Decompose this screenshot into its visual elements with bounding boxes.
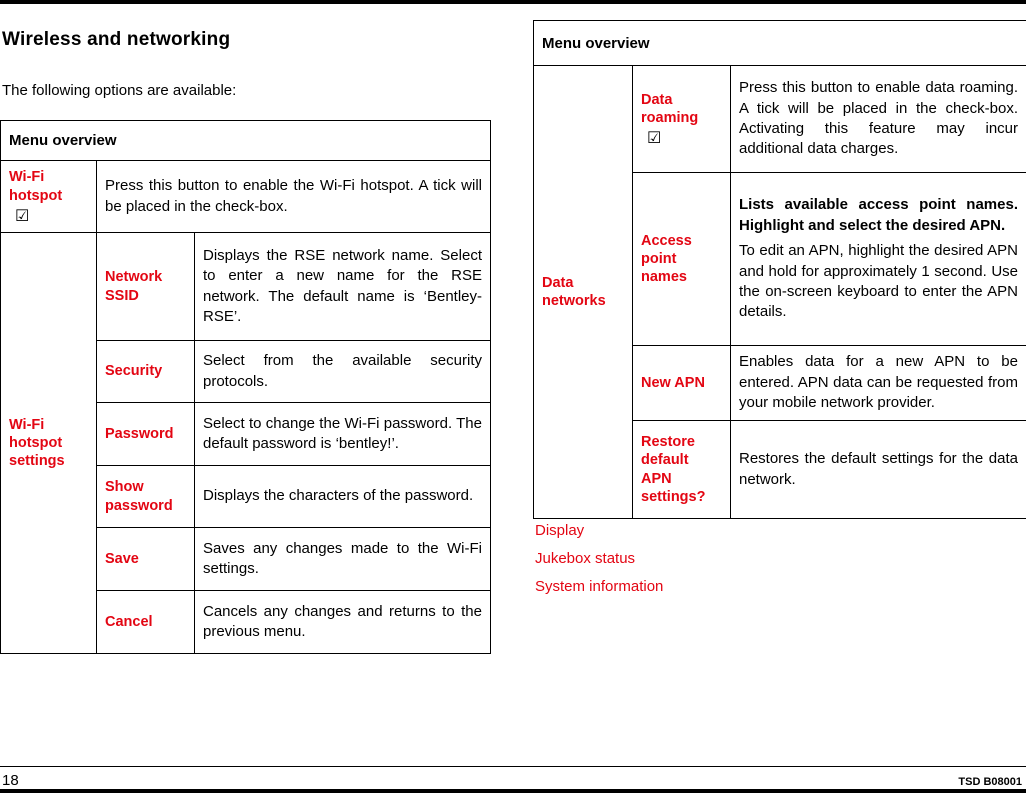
new-apn-label: New APN: [641, 374, 705, 391]
new-apn-desc: Enables data for a new APN to be entered. APN data can be requested from your mobile network provider.: [731, 346, 1026, 421]
access-point-names-label: Access point names: [641, 232, 692, 286]
network-ssid-desc: Displays the RSE network name. Select to enter a new name for the RSE network. The default name is ‘Bentley-RSE’.: [195, 233, 491, 341]
left-table-header: Menu overview: [1, 121, 491, 161]
access-point-names-cell: [633, 173, 731, 346]
wifi-hotspot-settings-label: Wi-Fi hotspot settings: [9, 416, 65, 470]
password-desc: Select to change the Wi-Fi password. The default password is ‘bentley!’.: [195, 403, 491, 466]
restore-default-apn-label: Restore default APN settings?: [641, 434, 706, 505]
security-label: Security: [105, 363, 163, 380]
data-roaming-desc: Press this button to enable data roaming. A tick will be placed in the check-box. Activating this feature may incur additional data charges.: [731, 66, 1026, 173]
cancel-label: Cancel: [105, 613, 153, 630]
password-cell: [97, 403, 195, 466]
data-networks-label: Data networks: [542, 274, 606, 309]
wifi-hotspot-cell: [1, 161, 97, 233]
data-roaming-cell: [633, 66, 731, 173]
show-password-desc: Displays the characters of the password.: [195, 466, 491, 528]
cancel-cell: [97, 591, 195, 654]
new-apn-cell: [633, 346, 731, 421]
save-label: Save: [105, 550, 139, 567]
show-password-label: Show password: [105, 479, 173, 514]
wifi-hotspot-label: Wi-Fi hotspot: [9, 169, 63, 204]
wifi-hotspot-settings-cell: [1, 233, 97, 654]
network-ssid-label: Network SSID: [105, 269, 163, 304]
network-ssid-cell: [97, 233, 195, 341]
access-point-names-desc-cell: [731, 173, 1026, 346]
data-roaming-label: Data roaming: [641, 91, 699, 126]
right-table-header: Menu overview: [534, 21, 1026, 66]
access-point-names-desc: To edit an APN, highlight the desired APN and hold for approximately 1 second. Use the on-screen keyboard to enter the APN details.: [739, 242, 1018, 321]
checkbox-tick-icon: ☑: [647, 130, 662, 148]
security-cell: [97, 341, 195, 403]
cancel-desc: Cancels any changes and returns to the previous menu.: [195, 591, 491, 654]
link-system-information[interactable]: System information: [535, 578, 664, 595]
show-password-cell: [97, 466, 195, 528]
wifi-hotspot-desc: Press this button to enable the Wi-Fi hotspot. A tick will be placed in the check-box.: [97, 161, 491, 233]
save-desc: Saves any changes made to the Wi-Fi settings.: [195, 528, 491, 591]
checkbox-tick-icon: ☑: [15, 207, 30, 225]
data-networks-menu-table: [533, 20, 1026, 519]
page-number: 18: [2, 772, 19, 789]
doc-code: TSD B08001: [958, 776, 1022, 788]
bottom-border-rule: [0, 789, 1026, 793]
restore-default-apn-desc: Restores the default settings for the data network.: [731, 421, 1026, 519]
intro-text: The following options are available:: [2, 82, 237, 99]
wifi-menu-table: [0, 120, 491, 654]
link-display[interactable]: Display: [535, 522, 585, 539]
top-border-rule: [0, 0, 1026, 4]
footer-rule: [0, 766, 1026, 767]
security-desc: Select from the available security protocols.: [195, 341, 491, 403]
restore-default-apn-cell: [633, 421, 731, 519]
cross-reference-links: [535, 522, 663, 606]
link-jukebox-status[interactable]: Jukebox status: [535, 550, 636, 567]
access-point-names-desc-bold: Lists available access point names. Highlight and select the desired APN.: [739, 196, 1018, 234]
password-label: Password: [105, 425, 174, 442]
data-networks-cell: [534, 66, 633, 519]
page-title: Wireless and networking: [2, 28, 231, 50]
save-cell: [97, 528, 195, 591]
